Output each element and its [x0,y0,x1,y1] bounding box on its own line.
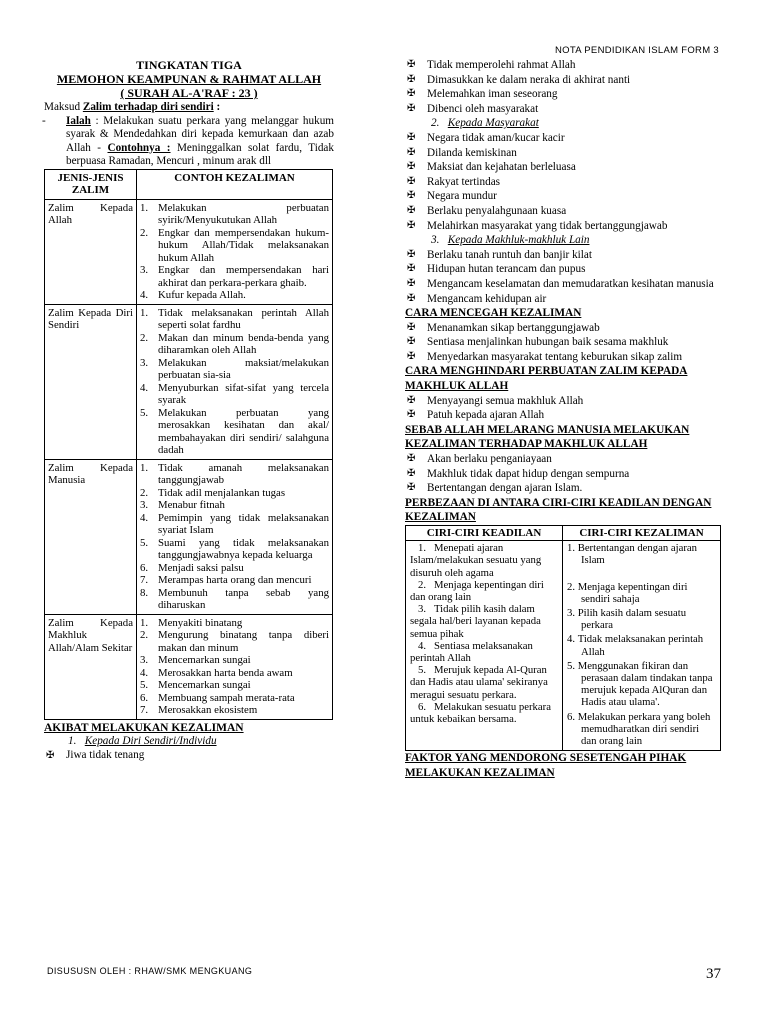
item-text: Engkar dan mempersendakan hari akhirat dan perkara-perkara ghaib. [158,264,329,289]
item-text: Menepati ajaran Islam/melakukan sesuatu yang disuruh oleh agama [410,542,542,579]
akibat-sub1-text: Kepada Diri Sendiri/Individu [84,735,217,747]
item-text: Menjaga kepentingan diri dan orang lain [410,578,544,604]
list-item [405,87,725,102]
akibat-subheading-1 [44,735,334,749]
list-item [405,335,725,350]
ialah-definition [44,115,334,169]
item-number: 1. [140,461,149,474]
list-item [410,579,558,603]
list-item [405,408,725,423]
item-text: Tidak adil menjalankan tugas [158,486,286,499]
item-text: Hidupan hutan terancam dan pupus [427,263,586,276]
item-text: Pemimpin yang tidak melaksanakan syariat Islam [158,511,329,536]
item-number: 1. [567,542,578,555]
list-item [405,131,725,146]
bullet-cross-icon: ✠ [407,146,416,158]
item-text: Dilanda kemiskinan [427,146,517,159]
list-item [140,679,329,692]
list-item [405,160,725,175]
dash-marker: - [42,114,46,127]
bullet-cross-icon: ✠ [407,204,416,216]
item-text: Tidak amanah melaksanakan tanggungjawab [158,461,329,486]
contoh-text: Meninggalkan solat fardu, Tidak berpuasa Ramadan, Mencuri , minum arak dll [66,141,334,167]
akibat-heading: AKIBAT MELAKUKAN KEZALIMAN [44,721,244,734]
list-item [567,711,716,748]
examples-list [140,307,329,457]
row-category: Zalim Kepada Makhluk Allah/Alam Sekitar [45,614,137,719]
list-item [410,701,558,725]
bullet-cross-icon: ✠ [407,88,416,100]
table-row [45,304,333,459]
maksud-line [44,101,334,115]
item-number: 1. [140,201,149,214]
item-number: 2. [567,580,578,593]
item-number: 7. [140,704,149,716]
list-item [405,58,725,73]
col-header-jenis: JENIS-JENIS ZALIM [45,169,137,199]
list-item [140,264,329,289]
list-item [405,146,725,161]
item-text: Tidak melaksanakan perintah Allah [577,633,704,658]
bullet-cross-icon: ✠ [407,277,416,289]
list-item [567,633,716,657]
maksud-prefix: Maksud [44,101,81,113]
list-item [405,467,725,482]
bullet-cross-icon: ✠ [407,263,416,275]
list-item [140,617,329,630]
list-item [405,350,725,365]
item-text: Menjaga kepentingan diri sendiri sahaja [577,580,688,605]
item-text: Menyuburkan sifat-sifat yang tercela syarak [158,381,329,406]
left-column [44,58,334,762]
list-item [140,667,329,680]
list-item [405,394,725,409]
item-text: Menyayangi semua makhluk Allah [427,394,584,407]
list-item [405,102,725,117]
item-text: Menyakiti binatang [158,616,243,629]
bullet-cross-icon: ✠ [407,467,416,479]
table-row [45,614,333,719]
item-number: 2. [140,629,149,641]
item-text: Patuh kepada ajaran Allah [427,409,545,422]
item-number: 2. [418,578,435,591]
bullet-cross-icon: ✠ [407,219,416,231]
row-category: Zalim Kepada Allah [45,199,137,304]
list-item [140,654,329,667]
item-text: Merampas harta orang dan mencuri [158,574,312,586]
item-text: Melakukan perbuatan syirik/Menyukutukan Allah [158,201,329,226]
list-item [140,629,329,654]
item-text: Mencemarkan sungai [158,654,251,666]
bullet-cross-icon: ✠ [407,190,416,202]
list-item [140,692,329,705]
maksud-term: Zalim terhadap diri sendiri [82,101,214,113]
item-number: 4. [140,381,149,394]
bullet-cross-icon: ✠ [407,321,416,333]
examples-list [140,462,329,612]
list-item [140,407,329,457]
list-item [140,382,329,407]
list-item [44,749,334,763]
item-text: Mengancam keselamatan dan memudaratkan kesihatan manusia [427,277,714,290]
bullet-cross-icon: ✠ [407,394,416,406]
item-text: Rakyat tertindas [427,175,501,188]
item-number: 3. [140,356,149,369]
bullet-cross-icon: ✠ [407,453,416,465]
item-text: Suami yang tidak melaksanakan tanggungjawabnya kepada keluarga [158,536,329,561]
bullet-cross-icon: ✠ [407,59,416,70]
item-text: Mengancam kehidupan air [427,292,547,305]
item-text: Mencemarkan sungai [158,679,251,691]
item-text: Negara mundur [427,190,497,203]
item-number: 6. [418,700,435,713]
list-item [140,307,329,332]
list-item [405,481,725,496]
bullet-cross-icon: ✠ [407,161,416,173]
item-text: Maksiat dan kejahatan berleluasa [427,161,576,174]
list-item [410,603,558,640]
row-examples [137,304,333,459]
bullet-cross-icon: ✠ [407,131,416,143]
item-number: 3. [140,654,149,666]
page-header: NOTA PENDIDIKAN ISLAM FORM 3 [555,45,719,56]
list-item [140,587,329,612]
sub3-num: 3. [431,234,440,247]
col-header-kezaliman: CIRI-CIRI KEZALIMAN [563,526,721,541]
row-examples [137,614,333,719]
item-number: 6. [140,561,149,574]
item-number: 4. [418,639,435,652]
list-item [140,537,329,562]
item-text: Melakukan perbuatan yang merosakkan kesihatan dan akal/ membahayakan diri sendiri/ salahguna dadah [158,406,329,456]
perbezaan-table [405,525,721,751]
list-item [140,357,329,382]
list-item [567,607,716,631]
item-number: 5. [140,536,149,549]
item-number: 2. [140,486,149,499]
kezaliman-cell [563,541,721,751]
item-number: 5. [140,679,149,691]
item-text: Engkar dan mempersendakan hukum-hukum Allah/Tidak melaksanakan hukum Allah [158,226,329,264]
bullet-cross-icon: ✠ [46,749,55,761]
akibat-item-1: Jiwa tidak tenang [66,748,145,761]
table-row [45,199,333,304]
bullet-cross-icon: ✠ [407,102,416,114]
item-number: 5. [140,406,149,419]
item-text: Menyedarkan masyarakat tentang keburukan sikap zalim [427,350,683,363]
item-text: Mengurung binatang tanpa diberi makan dan minum [158,629,329,654]
row-examples [137,199,333,304]
menghindari-list [405,394,725,423]
bullet-cross-icon: ✠ [407,409,416,421]
item-number: 6. [567,710,578,723]
list-item [410,542,558,579]
list-item [405,248,725,263]
keadilan-cell [406,541,563,751]
item-text: Menanamkan sikap bertanggungjawab [427,321,600,334]
item-number: 2. [140,226,149,239]
item-number: 3. [140,264,149,276]
list-item [140,462,329,487]
list-item [140,332,329,357]
item-number: 2. [140,331,149,344]
sub2-num: 2. [431,117,440,130]
item-text: Merosakkan harta benda awam [158,666,293,679]
heading-faktor: FAKTOR YANG MENDORONG SESETENGAH PIHAK MELAKUKAN KEZALIMAN [405,752,687,779]
list-item [405,175,725,190]
list-item [140,487,329,500]
heading-sebab: SEBAB ALLAH MELARANG MANUSIA MELAKUKAN KEZALIMAN TERHADAP MAKHLUK ALLAH [405,423,690,451]
item-text: Akan berlaku penganiayaan [427,453,552,466]
maksud-suffix: : [216,101,221,113]
item-number: 7. [140,574,149,586]
akibat-sub1-num: 1. [68,735,77,747]
masyarakat-list [405,131,725,233]
item-number: 3. [567,607,578,620]
item-text: Tidak memperolehi rahmat Allah [427,59,576,71]
akibat-list-continued [405,58,725,116]
list-item [140,202,329,227]
title-topic: MEMOHON KEAMPUNAN & RAHMAT ALLAH [56,72,322,86]
item-text: Merujuk kepada Al-Quran dan Hadis atau ulama' sekiranya meragui sesuatu perkara. [410,664,548,701]
list-item [140,227,329,265]
bullet-cross-icon: ✠ [407,292,416,304]
makhluk-list [405,248,725,306]
item-number: 3. [418,603,435,616]
list-item [140,499,329,512]
item-text: Berlaku penyalahgunaan kuasa [427,204,567,217]
list-item [410,664,558,701]
examples-list [140,202,329,302]
list-item [140,289,329,302]
list-item [567,581,716,605]
item-number: 8. [140,586,149,599]
ialah-label: Ialah [66,114,91,127]
item-text: Menjadi saksi palsu [158,561,244,574]
list-item [140,512,329,537]
table-row [45,459,333,614]
bullet-cross-icon: ✠ [407,482,416,494]
list-item [567,542,716,566]
heading-menghindari: CARA MENGHINDARI PERBUATAN ZALIM KEPADA MAKHLUK ALLAH [405,365,688,393]
page-number: 37 [706,966,721,982]
list-item [405,189,725,204]
item-text: Merosakkan ekosistem [158,704,258,716]
item-text: Dimasukkan ke dalam neraka di akhirat nanti [427,73,631,86]
item-text: Melakukan perkara yang boleh memudharatkan diri sendiri dan orang lain [577,710,711,748]
item-text: Dibenci oleh masyarakat [427,102,539,115]
col-header-contoh: CONTOH KEZALIMAN [137,169,333,199]
list-item [405,277,725,292]
bullet-cross-icon: ✠ [407,248,416,260]
item-number: 3. [140,499,149,511]
item-number: 1. [140,306,149,319]
row-category: Zalim Kepada Manusia [45,459,137,614]
col-header-keadilan: CIRI-CIRI KEADILAN [406,526,563,541]
bullet-cross-icon: ✠ [407,350,416,362]
item-number: 1. [418,542,435,555]
item-text: Melakukan sesuatu perkara untuk kebaikan bersama. [410,700,551,726]
item-text: Pilih kasih dalam sesuatu perkara [577,607,687,632]
mencegah-list [405,321,725,365]
list-item [140,704,329,717]
sub2-text: Kepada Masyarakat [447,117,539,130]
page-footer: DISUSUSN OLEH : RHAW/SMK MENGKUANG [47,966,253,976]
item-number: 1. [140,616,149,629]
list-item [405,204,725,219]
item-text: Makan dan minum benda-benda yang diharamkan oleh Allah [158,331,329,356]
list-item [405,452,725,467]
akibat-subheading-3 [405,233,725,248]
item-text: Negara tidak aman/kucar kacir [427,131,565,144]
item-number: 4. [140,666,149,679]
bullet-cross-icon: ✠ [407,73,416,85]
title-surah: ( SURAH AL-A'RAF : 23 ) [120,86,258,100]
list-item [410,640,558,664]
item-text: Membuang sampah merata-rata [158,691,295,704]
list-item [140,574,329,587]
akibat-subheading-2 [405,116,725,131]
row-examples [137,459,333,614]
item-text: Bertentangan dengan ajaran Islam. [427,482,583,495]
item-text: Kufur kepada Allah. [158,289,246,301]
list-item [405,321,725,336]
item-text: Tidak pilih kasih dalam segala hal/beri layanan kepada semua pihak [410,603,541,640]
contoh-label: Contohnya : [107,141,171,154]
list-item [405,219,725,234]
item-text: Membunuh tanpa sebab yang diharuskan [158,586,329,611]
sebab-list [405,452,725,496]
item-number: 4. [140,289,149,301]
item-text: Tidak melaksanakan perintah Allah seperti solat fardhu [158,306,329,331]
sub3-text: Kepada Makhluk-makhluk Lain [447,234,590,247]
list-item [405,73,725,88]
ialah-text: : Melakukan suatu perkara yang melanggar hukum syarak & Mendedahkan diri kepada kemurkaan dan azab Allah - [66,114,335,154]
title-level: TINGKATAN TIGA [136,58,242,72]
item-number: 6. [140,691,149,704]
kezaliman-table [44,169,333,720]
list-item [567,660,716,709]
item-text: Sentiasa melaksanakan perintah Allah [410,639,533,665]
item-text: Melakukan maksiat/melakukan perbuatan sia-sia [158,356,329,381]
item-text: Makhluk tidak dapat hidup dengan sempurna [427,467,630,480]
examples-list [140,617,329,717]
item-number: 5. [567,659,578,672]
heading-mencegah: CARA MENCEGAH KEZALIMAN [405,307,582,320]
item-number: 4. [567,633,578,646]
item-text: Menabur fitnah [158,499,225,511]
list-item [405,262,725,277]
item-text: Melemahkan iman seseorang [427,88,558,101]
row-category: Zalim Kepada Diri Sendiri [45,304,137,459]
right-column [405,58,725,780]
item-number: 5. [418,664,435,677]
item-text: Bertentangan dengan ajaran Islam [577,542,697,567]
bullet-cross-icon: ✠ [407,336,416,348]
item-text: Melahirkan masyarakat yang tidak bertanggungjawab [427,219,668,232]
item-text: Sentiasa menjalinkan hubungan baik sesama makhluk [427,336,669,349]
list-item [405,292,725,307]
bullet-cross-icon: ✠ [407,175,416,187]
list-item [140,562,329,575]
heading-perbezaan: PERBEZAAN DI ANTARA CIRI-CIRI KEADILAN DENGAN KEZALIMAN [405,496,712,524]
item-number: 4. [140,511,149,524]
item-text: Menggunakan fikiran dan perasaan dalam tindakan tanpa merujuk kepada AlQuran dan Hadis atau ulama'. [577,659,713,709]
item-text: Berlaku tanah runtuh dan banjir kilat [427,248,592,261]
